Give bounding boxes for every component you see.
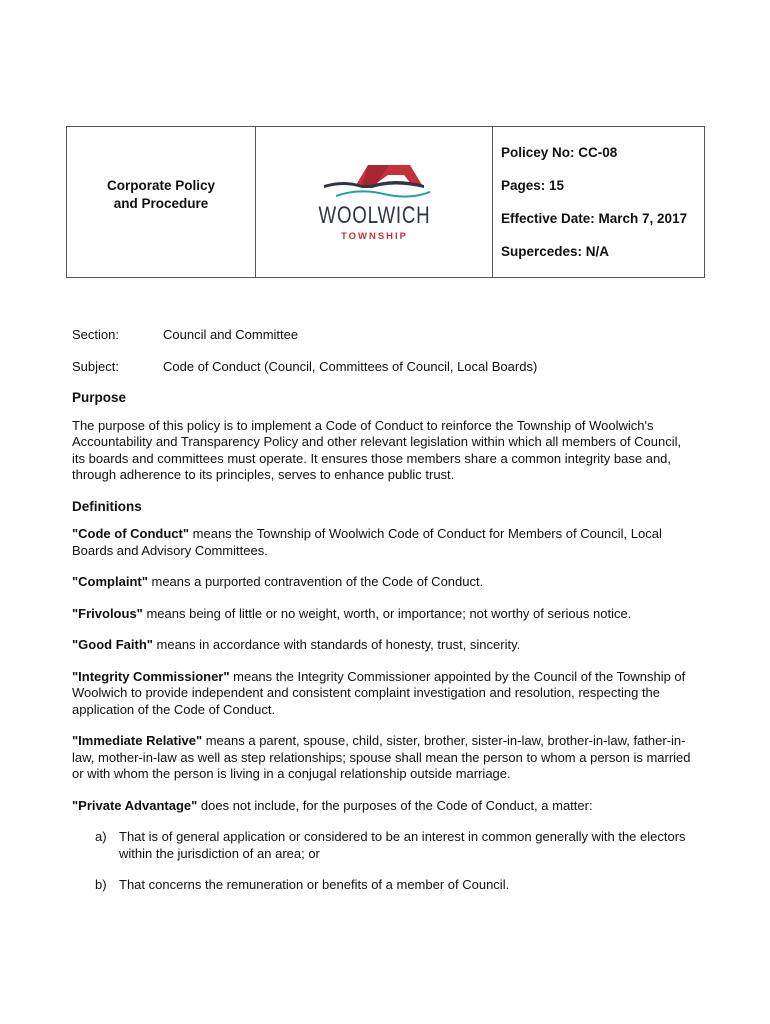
definition-term: "Immediate Relative" (72, 733, 203, 748)
definition-term: "Integrity Commissioner" (72, 668, 230, 684)
policy-type-title: Corporate Policy and Procedure (106, 178, 216, 211)
definition-item (72, 669, 692, 719)
definition-item (72, 733, 692, 783)
subject-label: Subject: (72, 359, 119, 374)
purpose-heading: Purpose (72, 390, 127, 405)
list-letter: a) (95, 829, 107, 844)
definition-term: "Private Advantage" (72, 797, 198, 813)
list-text: That is of general application or considered to be an interest in common generally with the electors within the jurisdiction of an area; or (119, 829, 686, 861)
subject-value: Code of Conduct (Council, Committees of Council, Local Boards) (163, 359, 538, 374)
logo-cell (256, 127, 493, 277)
subject-row (72, 359, 537, 376)
policy-meta-cell (493, 127, 704, 277)
definition-term: "Code of Conduct" (72, 526, 190, 541)
policy-header-table (66, 126, 705, 278)
section-label: Section: (72, 327, 119, 342)
definition-text: means a purported contravention of the Code of Conduct. (147, 574, 484, 589)
effective-date: Effective Date: March 7, 2017 (501, 211, 688, 226)
section-row (72, 327, 298, 344)
definition-text: means in accordance with standards of honesty, trust, sincerity. (152, 637, 521, 652)
definition-text: does not include, for the purposes of the Code of Conduct, a matter: (197, 797, 593, 813)
logo-wordmark: WOOLWICH (318, 202, 431, 229)
definition-text: means being of little or no weight, worth, or importance; not worthy of serious notice. (142, 605, 632, 621)
definition-term: "Complaint" (72, 574, 148, 589)
policy-body (72, 390, 692, 909)
logo-subtitle: TOWNSHIP (340, 231, 409, 242)
section-value: Council and Committee (163, 327, 299, 342)
woolwich-bridge-logo-icon (264, 161, 485, 201)
list-item (72, 877, 692, 894)
definition-item (72, 637, 692, 654)
supercedes: Supercedes: N/A (501, 244, 610, 259)
definition-term: "Good Faith" (72, 637, 153, 652)
definition-item (72, 798, 692, 815)
list-letter: b) (95, 877, 107, 892)
purpose-text: The purpose of this policy is to implement a Code of Conduct to reinforce the Township of Woolwich's Accountability and Transparency Policy and other relevant legislation within which all members of Council, its boards and committees must operate. It ensures those members share a common integrity base and, through adherence to its principles, serves to enhance public trust. (72, 417, 682, 482)
definition-term: "Frivolous" (72, 605, 143, 621)
definition-text: means a parent, spouse, child, sister, brother, sister-in-law, brother-in-law, father-in-law, mother-in-law as well as step relationships; spouse shall mean the person to whom a person is married or with whom the person is living in a conjugal relationship outside marriage. (72, 733, 691, 781)
definition-item (72, 526, 692, 559)
definition-text: means the Integrity Commissioner appointed by the Council of the Township of Woolwich to provide independent and consistent complaint investigation and resolution, respecting the application of the Code of Conduct. (72, 668, 686, 717)
definition-text: means the Township of Woolwich Code of Conduct for Members of Council, Local Boards and Advisory Committees. (72, 526, 662, 558)
definitions-heading: Definitions (72, 498, 142, 514)
page-count: Pages: 15 (501, 178, 565, 193)
list-text: That concerns the remuneration or benefits of a member of Council. (119, 877, 510, 892)
policy-type-cell (67, 127, 256, 277)
list-item (72, 829, 692, 862)
definition-item (72, 574, 692, 591)
policy-number: Policey No: CC-08 (501, 145, 618, 160)
definition-item (72, 606, 692, 623)
